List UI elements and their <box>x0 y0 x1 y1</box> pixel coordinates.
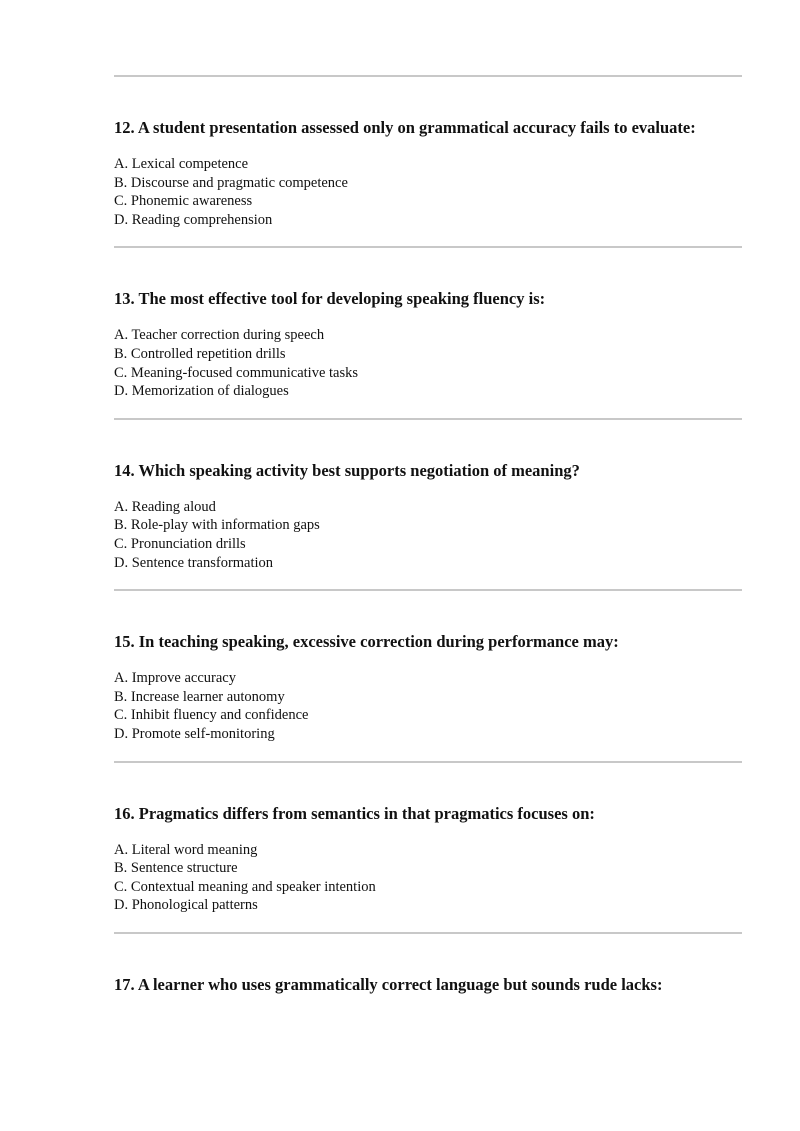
option-b: B. Sentence structure <box>114 860 238 877</box>
option-a: A. Improve accuracy <box>114 670 236 687</box>
option-list <box>114 841 742 915</box>
question-text: 12. A student presentation assessed only on grammatical accuracy fails to evaluate: <box>114 118 696 137</box>
option-c: C. Meaning-focused communicative tasks <box>114 364 359 381</box>
divider <box>114 75 742 77</box>
divider <box>114 589 742 591</box>
option-a: A. Literal word meaning <box>114 841 258 858</box>
question-13 <box>114 288 742 400</box>
divider <box>114 246 742 248</box>
option-d: D. Reading comprehension <box>114 211 273 228</box>
question-17 <box>114 974 742 995</box>
question-text: 16. Pragmatics differs from semantics in that pragmatics focuses on: <box>114 803 595 823</box>
option-a: A. Teacher correction during speech <box>114 327 325 344</box>
document-page <box>114 0 742 995</box>
option-c: C. Pronunciation drills <box>114 535 246 552</box>
option-b: B. Increase learner autonomy <box>114 688 285 705</box>
question-12 <box>114 117 742 229</box>
question-text: 14. Which speaking activity best supports negotiation of meaning? <box>114 460 580 480</box>
option-d: D. Sentence transformation <box>114 554 274 571</box>
option-a: A. Reading aloud <box>114 498 216 515</box>
option-a: A. Lexical competence <box>114 156 249 172</box>
option-b: B. Role-play with information gaps <box>114 517 320 534</box>
option-c: C. Contextual meaning and speaker intention <box>114 878 376 895</box>
option-list <box>114 326 742 400</box>
option-d: D. Promote self-monitoring <box>114 725 275 742</box>
option-list <box>114 155 742 229</box>
divider <box>114 418 742 420</box>
option-d: D. Phonological patterns <box>114 897 258 914</box>
question-15 <box>114 631 742 743</box>
question-text: 15. In teaching speaking, excessive correction during performance may: <box>114 632 619 652</box>
option-list <box>114 669 742 743</box>
divider <box>114 932 742 934</box>
option-c: C. Inhibit fluency and confidence <box>114 707 309 724</box>
option-d: D. Memorization of dialogues <box>114 383 289 400</box>
divider <box>114 761 742 763</box>
question-14 <box>114 460 742 572</box>
option-list <box>114 498 742 572</box>
option-b: B. Discourse and pragmatic competence <box>114 174 348 191</box>
question-text: 13. The most effective tool for developing speaking fluency is: <box>114 289 546 309</box>
option-b: B. Controlled repetition drills <box>114 345 286 362</box>
question-text: 17. A learner who uses grammatically correct language but sounds rude lacks: <box>114 974 663 994</box>
option-c: C. Phonemic awareness <box>114 193 253 210</box>
question-16 <box>114 803 742 915</box>
